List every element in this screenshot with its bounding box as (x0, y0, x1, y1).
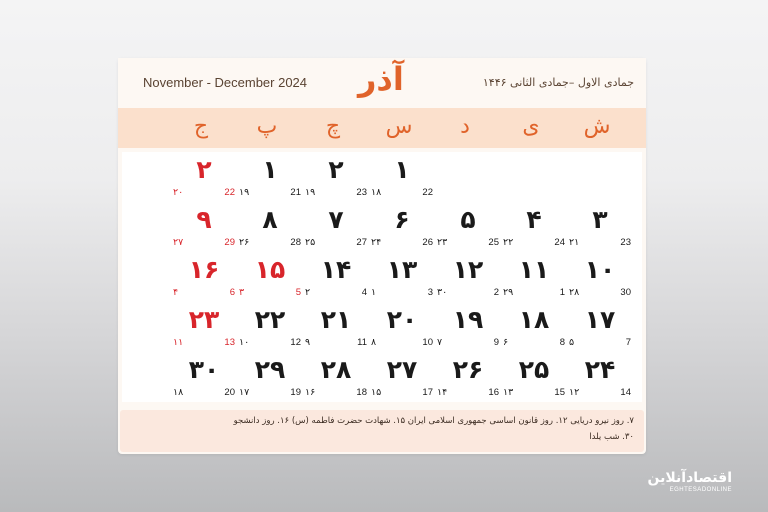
gregorian-day-number: 14 (620, 387, 631, 398)
persian-day-number: ۲۷ (386, 355, 418, 384)
day-cell (237, 356, 303, 408)
weekday-tuesday: س (385, 114, 413, 139)
day-cell (303, 306, 369, 358)
gregorian-day-number: 2 (493, 287, 499, 298)
persian-day-number: ۶ (394, 205, 410, 234)
gregorian-day-number: 13 (224, 337, 235, 348)
gregorian-range: November - December 2024 (143, 75, 308, 90)
persian-day-number: ۳ (592, 205, 608, 234)
persian-day-number: ۲۱ (320, 305, 352, 334)
persian-day-number: ۲۹ (254, 355, 286, 384)
hijri-day-number: ۳ (239, 287, 245, 298)
hijri-day-number: ۱۹ (305, 187, 316, 198)
gregorian-day-number: 15 (554, 387, 565, 398)
persian-day-number: ۲۳ (188, 305, 220, 334)
day-cell (435, 306, 501, 358)
hijri-day-number: ۱۴ (437, 387, 448, 398)
hijri-day-number: ۱۳ (503, 387, 514, 398)
persian-day-number: ۲ (196, 155, 212, 184)
hijri-day-number: ۴ (173, 287, 179, 298)
day-cell (369, 356, 435, 408)
hijri-day-number: ۲۱ (569, 237, 580, 248)
day-cell (237, 306, 303, 358)
day-cell (567, 356, 633, 408)
day-cell (171, 356, 237, 408)
gregorian-day-number: 30 (620, 287, 631, 298)
day-cell (567, 306, 633, 358)
logo-wordmark: اقتصادآنلاین (647, 470, 732, 486)
gregorian-day-number: 4 (361, 287, 367, 298)
day-cell (171, 256, 237, 308)
hijri-day-number: ۲۵ (305, 237, 316, 248)
persian-day-number: ۱۳ (386, 255, 418, 284)
gregorian-day-number: 24 (554, 237, 565, 248)
gregorian-day-number: 21 (290, 187, 301, 198)
logo-subtitle: EGHTESADONLINE (669, 487, 732, 493)
hijri-day-number: ۲۰ (173, 187, 184, 198)
gregorian-day-number: 8 (559, 337, 565, 348)
persian-day-number: ۸ (262, 205, 278, 234)
weekday-thursday: پ (256, 114, 278, 139)
weekday-monday: د (460, 114, 470, 139)
hijri-day-number: ۱۸ (173, 387, 184, 398)
gregorian-day-number: 3 (427, 287, 433, 298)
persian-day-number: ۴ (526, 205, 542, 234)
gregorian-day-number: 7 (625, 337, 631, 348)
calendar-header (118, 58, 646, 104)
hijri-day-number: ۱۲ (569, 387, 580, 398)
gregorian-day-number: 26 (422, 237, 433, 248)
gregorian-day-number: 10 (422, 337, 433, 348)
gregorian-day-number: 23 (620, 237, 631, 248)
hijri-day-number: ۶ (503, 337, 509, 348)
hijri-day-number: ۱۶ (305, 387, 316, 398)
persian-day-number: ۱۰ (584, 255, 616, 284)
day-cell (501, 306, 567, 358)
persian-day-number: ۱ (394, 155, 410, 184)
day-cell (567, 206, 633, 258)
gregorian-day-number: 25 (488, 237, 499, 248)
persian-day-number: ۲۶ (452, 355, 484, 384)
persian-day-number: ۱۱ (518, 255, 550, 284)
day-cell (237, 256, 303, 308)
hijri-day-number: ۲۶ (239, 237, 250, 248)
persian-day-number: ۱۹ (452, 305, 484, 334)
persian-day-number: ۱ (262, 155, 278, 184)
day-cell (171, 306, 237, 358)
hijri-day-number: ۲۷ (173, 237, 184, 248)
hijri-day-number: ۵ (569, 337, 575, 348)
day-cell (501, 206, 567, 258)
hijri-day-number: ۱۹ (239, 187, 250, 198)
day-cell (435, 256, 501, 308)
hijri-day-number: ۲۹ (503, 287, 514, 298)
gregorian-day-number: 29 (224, 237, 235, 248)
persian-day-number: ۷ (328, 205, 344, 234)
gregorian-day-number: 1 (559, 287, 565, 298)
hijri-day-number: ۷ (437, 337, 443, 348)
persian-day-number: ۱۵ (254, 255, 286, 284)
hijri-day-number: ۱۷ (239, 387, 250, 398)
hijri-range: جمادی الاول –جمادی الثانی ۱۴۴۶ (482, 76, 634, 89)
occasions-line-1: ۷. روز نیرو دریایی ۱۲. روز قانون اساسی جمهوری اسلامی ایران ۱۵. شهادت حضرت فاطمه (س) ۱۶. روز دانشجو (233, 416, 634, 426)
hijri-day-number: ۱۸ (371, 187, 382, 198)
persian-day-number: ۱۶ (188, 255, 220, 284)
hijri-day-number: ۲۸ (569, 287, 580, 298)
persian-day-number: ۱۴ (320, 255, 352, 284)
persian-day-number: ۲۸ (320, 355, 352, 384)
day-cell (435, 206, 501, 258)
gregorian-day-number: 18 (356, 387, 367, 398)
gregorian-day-number: 23 (356, 187, 367, 198)
persian-day-number: ۲۲ (254, 305, 286, 334)
hijri-day-number: ۲ (305, 287, 311, 298)
gregorian-day-number: 12 (290, 337, 301, 348)
hijri-day-number: ۲۴ (371, 237, 382, 248)
occasions-footer (120, 410, 644, 452)
day-cell (567, 256, 633, 308)
hijri-day-number: ۸ (371, 337, 377, 348)
occasions-line-2: ۳۰. شب یلدا (589, 432, 634, 442)
calendar-card (118, 58, 646, 454)
persian-day-number: ۱۷ (584, 305, 616, 334)
persian-day-number: ۵ (460, 205, 476, 234)
day-grid (122, 152, 642, 402)
day-cell (303, 156, 369, 208)
day-cell (171, 156, 237, 208)
weekday-sunday: ی (522, 114, 540, 139)
persian-day-number: ۲۴ (584, 355, 616, 384)
day-cell (237, 206, 303, 258)
weekday-header-row (118, 108, 646, 148)
day-cell (303, 356, 369, 408)
weekday-wednesday: چ (325, 114, 341, 139)
day-cell (369, 156, 435, 208)
day-cell (303, 256, 369, 308)
hijri-day-number: ۳۰ (437, 287, 448, 298)
persian-day-number: ۳۰ (188, 355, 220, 384)
day-cell (369, 206, 435, 258)
hijri-day-number: ۹ (305, 337, 311, 348)
day-cell (501, 256, 567, 308)
gregorian-day-number: 19 (290, 387, 301, 398)
persian-day-number: ۲ (328, 155, 344, 184)
hijri-day-number: ۱ (371, 287, 377, 298)
persian-day-number: ۲۰ (386, 305, 418, 334)
hijri-day-number: ۱۰ (239, 337, 250, 348)
weekday-friday: ج (193, 114, 209, 139)
day-cell (303, 206, 369, 258)
persian-day-number: ۹ (196, 205, 212, 234)
gregorian-day-number: 27 (356, 237, 367, 248)
gregorian-day-number: 28 (290, 237, 301, 248)
weekday-saturday: ش (583, 114, 611, 139)
gregorian-day-number: 22 (422, 187, 433, 198)
day-cell (501, 356, 567, 408)
gregorian-day-number: 16 (488, 387, 499, 398)
hijri-day-number: ۱۵ (371, 387, 382, 398)
day-cell (237, 156, 303, 208)
persian-day-number: ۲۵ (518, 355, 550, 384)
persian-day-number: ۱۸ (518, 305, 550, 334)
day-cell (369, 306, 435, 358)
persian-day-number: ۱۲ (452, 255, 484, 284)
hijri-day-number: ۲۲ (503, 237, 514, 248)
day-cell (171, 206, 237, 258)
gregorian-day-number: 22 (224, 187, 235, 198)
gregorian-day-number: 20 (224, 387, 235, 398)
eghtesadonline-logo (614, 470, 732, 496)
gregorian-day-number: 11 (357, 337, 367, 348)
gregorian-day-number: 6 (229, 287, 235, 298)
gregorian-day-number: 5 (295, 287, 301, 298)
hijri-day-number: ۲۳ (437, 237, 448, 248)
month-title: آذر (358, 60, 404, 98)
day-cell (435, 356, 501, 408)
day-cell (369, 256, 435, 308)
gregorian-day-number: 17 (422, 387, 433, 398)
gregorian-day-number: 9 (493, 337, 499, 348)
hijri-day-number: ۱۱ (173, 337, 184, 348)
